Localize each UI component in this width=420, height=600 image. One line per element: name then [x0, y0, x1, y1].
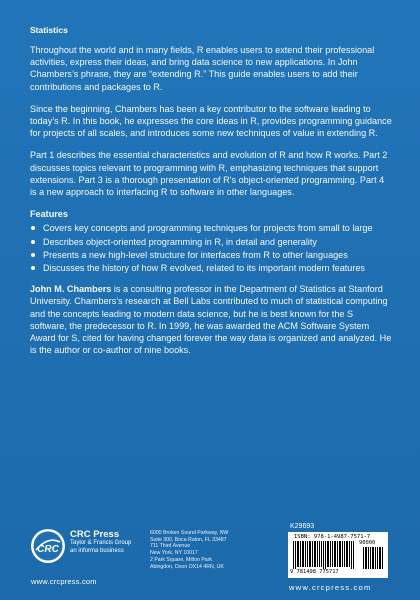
features-list — [30, 222, 392, 274]
author-bio-text: is a consulting professor in the Department of Statistics at Stanford University. Chambers’s research at Bell Labs contributed to much of statistical computing and the concepts leading to modern data science, but he is best known for the S software, the predecessor to R. In 1999, he was awarded the ACM Software System Award for S, cited for having changed forever the way data is organized and analyzed. He is the author or co-author of nine books. — [30, 284, 392, 356]
paragraph-intro: Throughout the world and in many fields, R enables users to extend their professional activities, express their ideas, and bring data science to new applications. In John Chambers’s phrase, they are “extending R.” This guide enables users to add their contributions and packages to R. — [30, 45, 375, 92]
barcode-digits: 9 781498 775717 — [290, 569, 339, 575]
publisher-group-sub: an informa business — [70, 547, 124, 554]
address-line: Abingdon, Oxon OX14 4RN, UK — [150, 563, 224, 570]
isbn-barcode — [288, 532, 388, 578]
features-heading: Features — [30, 209, 68, 220]
feature-item: Discusses the history of how R evolved, related to its important modern features — [30, 262, 392, 274]
logo-text: CRC — [37, 544, 59, 555]
feature-item: Presents a new high-level structure for interfaces from R to other languages — [30, 249, 392, 261]
category-label: Statistics — [30, 25, 68, 35]
address-line: 711 Third Avenue — [150, 543, 191, 550]
publisher-name: CRC Press — [70, 529, 120, 540]
feature-item: Covers key concepts and programming techniques for projects from small to large — [30, 222, 392, 234]
paragraph-chambers: Since the beginning, Chambers has been a key contributor to the software leading to today’s R. In this book, he expresses the core ideas in R, provides programming guidance for projects of all scales, and introduces some new techniques of value in extending R. — [30, 103, 392, 139]
address-line: New York, NY 10017 — [150, 550, 198, 557]
address-line: 2 Park Square, Milton Park — [150, 556, 212, 563]
paragraph-parts: Part 1 describes the essential characteristics and evolution of R and how R works. Part 2 discusses topics relevant to programming with R, emphasizing techniques that support extensions. Part 3 is a thorough presentation of R’s object-oriented programming. Part 4 is a new approach to interfacing R to software in other languages. — [30, 150, 388, 198]
address-line: Suite 300, Boca Raton, FL 33487 — [150, 536, 227, 543]
feature-item: Describes object-oriented programming in R, in detail and generality — [30, 236, 392, 248]
publisher-address — [150, 530, 250, 570]
address-line: 6000 Broken Sound Parkway, NW — [150, 530, 229, 536]
publisher-block — [70, 530, 146, 555]
crc-press-logo — [30, 528, 66, 564]
catalog-code: K29693 — [290, 523, 315, 530]
isbn-text: ISBN: 978-1-4987-7571-7 — [294, 534, 371, 540]
author-bio — [30, 283, 392, 356]
barcode-addon-digits: 90000 — [359, 540, 376, 546]
author-name: John M. Chambers — [30, 284, 112, 295]
website-url: www.crcpress.com — [289, 583, 372, 592]
publisher-group: Taylor & Francis Group — [70, 540, 132, 546]
cover-text — [30, 44, 392, 366]
publisher-url: www.crcpress.com — [31, 577, 97, 586]
